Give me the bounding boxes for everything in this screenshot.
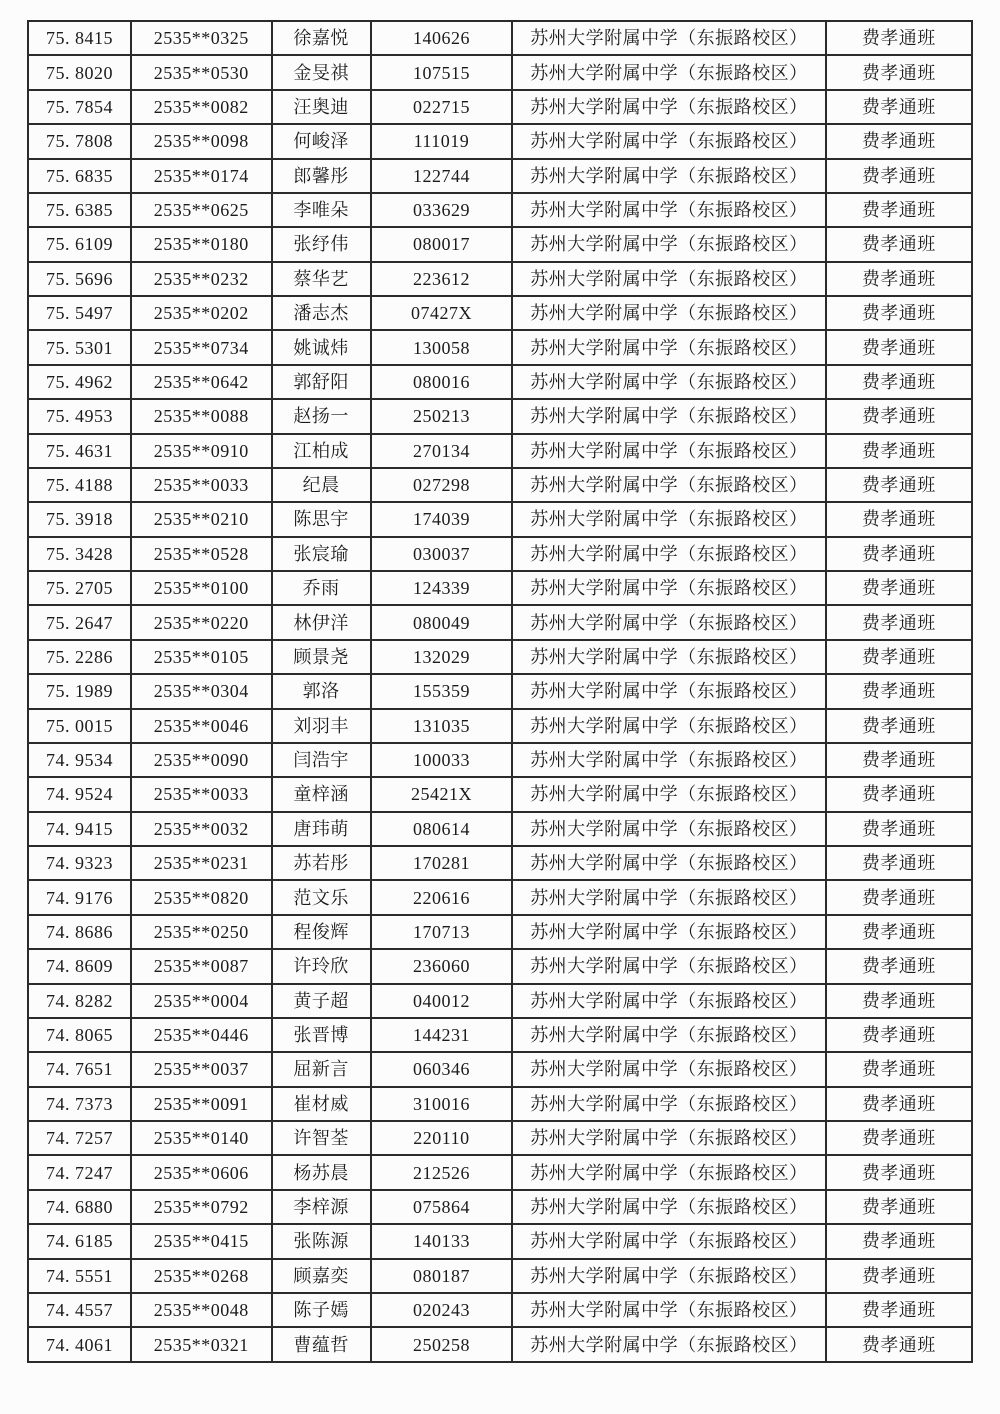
exam-id-cell: 2535**0325 (131, 21, 272, 55)
score-cell: 75. 0015 (28, 709, 131, 743)
exam-id-cell: 2535**0082 (131, 90, 272, 124)
table-row (28, 1259, 972, 1293)
school-cell: 苏州大学附属中学（东振路校区） (512, 880, 825, 914)
table-row (28, 605, 972, 639)
class-cell: 费孝通班 (826, 296, 972, 330)
code-cell: 131035 (371, 709, 513, 743)
admission-roster-table (27, 20, 973, 1363)
exam-id-cell: 2535**0033 (131, 777, 272, 811)
code-cell: 030037 (371, 537, 513, 571)
name-cell: 纪晨 (272, 468, 371, 502)
table-row (28, 296, 972, 330)
name-cell: 崔材威 (272, 1087, 371, 1121)
exam-id-cell: 2535**0268 (131, 1259, 272, 1293)
name-cell: 潘志杰 (272, 296, 371, 330)
school-cell: 苏州大学附属中学（东振路校区） (512, 743, 825, 777)
code-cell: 075864 (371, 1190, 513, 1224)
name-cell: 何峻泽 (272, 124, 371, 158)
code-cell: 220110 (371, 1121, 513, 1155)
school-cell: 苏州大学附属中学（东振路校区） (512, 915, 825, 949)
name-cell: 苏若彤 (272, 846, 371, 880)
exam-id-cell: 2535**0528 (131, 537, 272, 571)
score-cell: 75. 2286 (28, 640, 131, 674)
score-cell: 75. 7808 (28, 124, 131, 158)
class-cell: 费孝通班 (826, 1155, 972, 1189)
exam-id-cell: 2535**0174 (131, 159, 272, 193)
exam-id-cell: 2535**0232 (131, 262, 272, 296)
code-cell: 111019 (371, 124, 513, 158)
name-cell: 郭舒阳 (272, 365, 371, 399)
class-cell: 费孝通班 (826, 468, 972, 502)
exam-id-cell: 2535**0033 (131, 468, 272, 502)
score-cell: 74. 6880 (28, 1190, 131, 1224)
table-row (28, 1327, 972, 1362)
code-cell: 140626 (371, 21, 513, 55)
table-row (28, 880, 972, 914)
exam-id-cell: 2535**0091 (131, 1087, 272, 1121)
table-row (28, 21, 972, 55)
class-cell: 费孝通班 (826, 1327, 972, 1362)
name-cell: 顾景尧 (272, 640, 371, 674)
name-cell: 张陈源 (272, 1224, 371, 1258)
class-cell: 费孝通班 (826, 330, 972, 364)
name-cell: 李唯朵 (272, 193, 371, 227)
class-cell: 费孝通班 (826, 434, 972, 468)
school-cell: 苏州大学附属中学（东振路校区） (512, 1087, 825, 1121)
class-cell: 费孝通班 (826, 262, 972, 296)
code-cell: 236060 (371, 949, 513, 983)
exam-id-cell: 2535**0231 (131, 846, 272, 880)
class-cell: 费孝通班 (826, 159, 972, 193)
table-row (28, 812, 972, 846)
code-cell: 100033 (371, 743, 513, 777)
score-cell: 74. 9524 (28, 777, 131, 811)
table-row (28, 571, 972, 605)
table-row (28, 1052, 972, 1086)
code-cell: 022715 (371, 90, 513, 124)
class-cell: 费孝通班 (826, 674, 972, 708)
school-cell: 苏州大学附属中学（东振路校区） (512, 537, 825, 571)
name-cell: 陈思宇 (272, 502, 371, 536)
table-row (28, 1121, 972, 1155)
score-cell: 75. 5301 (28, 330, 131, 364)
class-cell: 费孝通班 (826, 640, 972, 674)
exam-id-cell: 2535**0530 (131, 55, 272, 89)
code-cell: 080017 (371, 227, 513, 261)
table-row (28, 1087, 972, 1121)
school-cell: 苏州大学附属中学（东振路校区） (512, 90, 825, 124)
school-cell: 苏州大学附属中学（东振路校区） (512, 1293, 825, 1327)
exam-id-cell: 2535**0415 (131, 1224, 272, 1258)
code-cell: 080187 (371, 1259, 513, 1293)
school-cell: 苏州大学附属中学（东振路校区） (512, 399, 825, 433)
code-cell: 25421X (371, 777, 513, 811)
name-cell: 郭洛 (272, 674, 371, 708)
class-cell: 费孝通班 (826, 502, 972, 536)
class-cell: 费孝通班 (826, 571, 972, 605)
score-cell: 75. 6835 (28, 159, 131, 193)
school-cell: 苏州大学附属中学（东振路校区） (512, 674, 825, 708)
score-cell: 75. 5497 (28, 296, 131, 330)
class-cell: 费孝通班 (826, 1293, 972, 1327)
code-cell: 212526 (371, 1155, 513, 1189)
school-cell: 苏州大学附属中学（东振路校区） (512, 193, 825, 227)
code-cell: 220616 (371, 880, 513, 914)
exam-id-cell: 2535**0304 (131, 674, 272, 708)
score-cell: 74. 6185 (28, 1224, 131, 1258)
code-cell: 310016 (371, 1087, 513, 1121)
name-cell: 姚诚炜 (272, 330, 371, 364)
name-cell: 杨苏晨 (272, 1155, 371, 1189)
table-row (28, 227, 972, 261)
score-cell: 75. 4962 (28, 365, 131, 399)
exam-id-cell: 2535**0220 (131, 605, 272, 639)
score-cell: 75. 4631 (28, 434, 131, 468)
score-cell: 75. 6109 (28, 227, 131, 261)
school-cell: 苏州大学附属中学（东振路校区） (512, 124, 825, 158)
school-cell: 苏州大学附属中学（东振路校区） (512, 502, 825, 536)
class-cell: 费孝通班 (826, 846, 972, 880)
score-cell: 75. 4953 (28, 399, 131, 433)
exam-id-cell: 2535**0820 (131, 880, 272, 914)
table-row (28, 846, 972, 880)
code-cell: 132029 (371, 640, 513, 674)
score-cell: 74. 8686 (28, 915, 131, 949)
school-cell: 苏州大学附属中学（东振路校区） (512, 605, 825, 639)
table-row (28, 777, 972, 811)
name-cell: 赵扬一 (272, 399, 371, 433)
exam-id-cell: 2535**0140 (131, 1121, 272, 1155)
school-cell: 苏州大学附属中学（东振路校区） (512, 159, 825, 193)
class-cell: 费孝通班 (826, 1087, 972, 1121)
score-cell: 74. 4557 (28, 1293, 131, 1327)
school-cell: 苏州大学附属中学（东振路校区） (512, 640, 825, 674)
table-row (28, 1293, 972, 1327)
score-cell: 75. 4188 (28, 468, 131, 502)
class-cell: 费孝通班 (826, 709, 972, 743)
school-cell: 苏州大学附属中学（东振路校区） (512, 296, 825, 330)
score-cell: 75. 7854 (28, 90, 131, 124)
score-cell: 75. 3428 (28, 537, 131, 571)
school-cell: 苏州大学附属中学（东振路校区） (512, 227, 825, 261)
score-cell: 74. 9176 (28, 880, 131, 914)
name-cell: 程俊辉 (272, 915, 371, 949)
code-cell: 174039 (371, 502, 513, 536)
table-row (28, 537, 972, 571)
name-cell: 刘羽丰 (272, 709, 371, 743)
code-cell: 080614 (371, 812, 513, 846)
school-cell: 苏州大学附属中学（东振路校区） (512, 846, 825, 880)
score-cell: 75. 8415 (28, 21, 131, 55)
exam-id-cell: 2535**0098 (131, 124, 272, 158)
class-cell: 费孝通班 (826, 124, 972, 158)
school-cell: 苏州大学附属中学（东振路校区） (512, 1259, 825, 1293)
score-cell: 74. 5551 (28, 1259, 131, 1293)
roster-body (28, 21, 972, 1362)
table-row (28, 1155, 972, 1189)
class-cell: 费孝通班 (826, 949, 972, 983)
name-cell: 顾嘉奕 (272, 1259, 371, 1293)
name-cell: 黄子超 (272, 984, 371, 1018)
class-cell: 费孝通班 (826, 365, 972, 399)
code-cell: 033629 (371, 193, 513, 227)
code-cell: 020243 (371, 1293, 513, 1327)
class-cell: 费孝通班 (826, 537, 972, 571)
score-cell: 75. 2705 (28, 571, 131, 605)
name-cell: 陈子嫣 (272, 1293, 371, 1327)
exam-id-cell: 2535**0032 (131, 812, 272, 846)
school-cell: 苏州大学附属中学（东振路校区） (512, 1121, 825, 1155)
score-cell: 75. 5696 (28, 262, 131, 296)
code-cell: 250213 (371, 399, 513, 433)
table-row (28, 674, 972, 708)
class-cell: 费孝通班 (826, 21, 972, 55)
table-row (28, 1224, 972, 1258)
name-cell: 张宸瑜 (272, 537, 371, 571)
exam-id-cell: 2535**0446 (131, 1018, 272, 1052)
name-cell: 闫浩宇 (272, 743, 371, 777)
code-cell: 027298 (371, 468, 513, 502)
name-cell: 张纾伟 (272, 227, 371, 261)
table-row (28, 262, 972, 296)
name-cell: 郎馨彤 (272, 159, 371, 193)
exam-id-cell: 2535**0048 (131, 1293, 272, 1327)
school-cell: 苏州大学附属中学（东振路校区） (512, 330, 825, 364)
code-cell: 223612 (371, 262, 513, 296)
code-cell: 080049 (371, 605, 513, 639)
school-cell: 苏州大学附属中学（东振路校区） (512, 1224, 825, 1258)
score-cell: 74. 8065 (28, 1018, 131, 1052)
school-cell: 苏州大学附属中学（东振路校区） (512, 1327, 825, 1362)
table-row (28, 90, 972, 124)
code-cell: 170281 (371, 846, 513, 880)
name-cell: 许玲欣 (272, 949, 371, 983)
table-row (28, 915, 972, 949)
class-cell: 费孝通班 (826, 743, 972, 777)
exam-id-cell: 2535**0734 (131, 330, 272, 364)
exam-id-cell: 2535**0090 (131, 743, 272, 777)
class-cell: 费孝通班 (826, 915, 972, 949)
class-cell: 费孝通班 (826, 227, 972, 261)
name-cell: 乔雨 (272, 571, 371, 605)
class-cell: 费孝通班 (826, 984, 972, 1018)
school-cell: 苏州大学附属中学（东振路校区） (512, 55, 825, 89)
code-cell: 250258 (371, 1327, 513, 1362)
table-row (28, 399, 972, 433)
code-cell: 155359 (371, 674, 513, 708)
name-cell: 屈新言 (272, 1052, 371, 1086)
score-cell: 74. 9323 (28, 846, 131, 880)
school-cell: 苏州大学附属中学（东振路校区） (512, 777, 825, 811)
name-cell: 金旻祺 (272, 55, 371, 89)
table-row (28, 1018, 972, 1052)
name-cell: 徐嘉悦 (272, 21, 371, 55)
score-cell: 74. 7257 (28, 1121, 131, 1155)
class-cell: 费孝通班 (826, 605, 972, 639)
table-row (28, 365, 972, 399)
class-cell: 费孝通班 (826, 1224, 972, 1258)
exam-id-cell: 2535**0046 (131, 709, 272, 743)
score-cell: 74. 8282 (28, 984, 131, 1018)
exam-id-cell: 2535**0910 (131, 434, 272, 468)
score-cell: 75. 8020 (28, 55, 131, 89)
score-cell: 75. 3918 (28, 502, 131, 536)
score-cell: 75. 2647 (28, 605, 131, 639)
class-cell: 费孝通班 (826, 1121, 972, 1155)
table-row (28, 984, 972, 1018)
score-cell: 74. 9415 (28, 812, 131, 846)
school-cell: 苏州大学附属中学（东振路校区） (512, 1190, 825, 1224)
class-cell: 费孝通班 (826, 193, 972, 227)
school-cell: 苏州大学附属中学（东振路校区） (512, 1155, 825, 1189)
name-cell: 李梓源 (272, 1190, 371, 1224)
exam-id-cell: 2535**0037 (131, 1052, 272, 1086)
table-row (28, 159, 972, 193)
class-cell: 费孝通班 (826, 1190, 972, 1224)
name-cell: 童梓涵 (272, 777, 371, 811)
school-cell: 苏州大学附属中学（东振路校区） (512, 571, 825, 605)
table-row (28, 1190, 972, 1224)
table-row (28, 55, 972, 89)
exam-id-cell: 2535**0087 (131, 949, 272, 983)
table-row (28, 743, 972, 777)
exam-id-cell: 2535**0321 (131, 1327, 272, 1362)
code-cell: 130058 (371, 330, 513, 364)
class-cell: 费孝通班 (826, 880, 972, 914)
score-cell: 74. 7651 (28, 1052, 131, 1086)
name-cell: 曹蕴哲 (272, 1327, 371, 1362)
table-row (28, 434, 972, 468)
table-row (28, 949, 972, 983)
code-cell: 060346 (371, 1052, 513, 1086)
class-cell: 费孝通班 (826, 1052, 972, 1086)
table-row (28, 640, 972, 674)
class-cell: 费孝通班 (826, 90, 972, 124)
table-row (28, 193, 972, 227)
score-cell: 74. 7247 (28, 1155, 131, 1189)
class-cell: 费孝通班 (826, 1018, 972, 1052)
school-cell: 苏州大学附属中学（东振路校区） (512, 434, 825, 468)
code-cell: 270134 (371, 434, 513, 468)
score-cell: 74. 9534 (28, 743, 131, 777)
exam-id-cell: 2535**0625 (131, 193, 272, 227)
score-cell: 74. 4061 (28, 1327, 131, 1362)
score-cell: 75. 6385 (28, 193, 131, 227)
table-row (28, 124, 972, 158)
score-cell: 74. 8609 (28, 949, 131, 983)
name-cell: 林伊洋 (272, 605, 371, 639)
code-cell: 107515 (371, 55, 513, 89)
exam-id-cell: 2535**0105 (131, 640, 272, 674)
table-row (28, 502, 972, 536)
name-cell: 张晋博 (272, 1018, 371, 1052)
code-cell: 07427X (371, 296, 513, 330)
school-cell: 苏州大学附属中学（东振路校区） (512, 21, 825, 55)
exam-id-cell: 2535**0100 (131, 571, 272, 605)
table-row (28, 709, 972, 743)
class-cell: 费孝通班 (826, 1259, 972, 1293)
table-row (28, 330, 972, 364)
school-cell: 苏州大学附属中学（东振路校区） (512, 262, 825, 296)
school-cell: 苏州大学附属中学（东振路校区） (512, 1052, 825, 1086)
name-cell: 许智荃 (272, 1121, 371, 1155)
school-cell: 苏州大学附属中学（东振路校区） (512, 709, 825, 743)
school-cell: 苏州大学附属中学（东振路校区） (512, 984, 825, 1018)
school-cell: 苏州大学附属中学（东振路校区） (512, 812, 825, 846)
exam-id-cell: 2535**0180 (131, 227, 272, 261)
class-cell: 费孝通班 (826, 777, 972, 811)
school-cell: 苏州大学附属中学（东振路校区） (512, 949, 825, 983)
name-cell: 江柏成 (272, 434, 371, 468)
score-cell: 74. 7373 (28, 1087, 131, 1121)
name-cell: 蔡华艺 (272, 262, 371, 296)
score-cell: 75. 1989 (28, 674, 131, 708)
exam-id-cell: 2535**0792 (131, 1190, 272, 1224)
exam-id-cell: 2535**0642 (131, 365, 272, 399)
name-cell: 范文乐 (272, 880, 371, 914)
class-cell: 费孝通班 (826, 812, 972, 846)
exam-id-cell: 2535**0202 (131, 296, 272, 330)
exam-id-cell: 2535**0250 (131, 915, 272, 949)
exam-id-cell: 2535**0606 (131, 1155, 272, 1189)
exam-id-cell: 2535**0210 (131, 502, 272, 536)
code-cell: 040012 (371, 984, 513, 1018)
school-cell: 苏州大学附属中学（东振路校区） (512, 468, 825, 502)
school-cell: 苏州大学附属中学（东振路校区） (512, 1018, 825, 1052)
table-row (28, 468, 972, 502)
code-cell: 080016 (371, 365, 513, 399)
school-cell: 苏州大学附属中学（东振路校区） (512, 365, 825, 399)
exam-id-cell: 2535**0088 (131, 399, 272, 433)
class-cell: 费孝通班 (826, 55, 972, 89)
name-cell: 汪奥迪 (272, 90, 371, 124)
exam-id-cell: 2535**0004 (131, 984, 272, 1018)
code-cell: 144231 (371, 1018, 513, 1052)
code-cell: 170713 (371, 915, 513, 949)
code-cell: 140133 (371, 1224, 513, 1258)
code-cell: 124339 (371, 571, 513, 605)
class-cell: 费孝通班 (826, 399, 972, 433)
name-cell: 唐玮萌 (272, 812, 371, 846)
code-cell: 122744 (371, 159, 513, 193)
